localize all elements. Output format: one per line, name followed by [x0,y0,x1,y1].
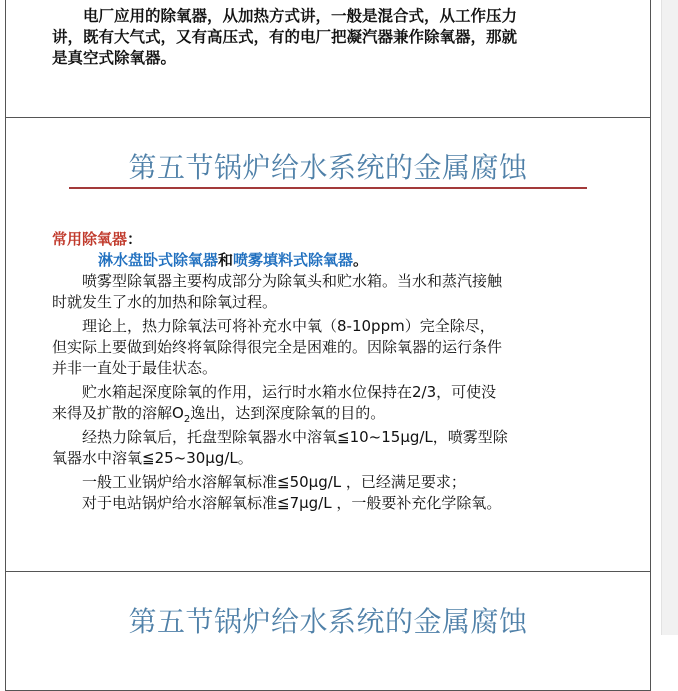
paragraph-line: 但实际上要做到始终将氧除得很完全是困难的。因除氧器的运行条件 [52,338,503,356]
period: 。 [353,251,369,269]
conjunction: 和 [218,251,234,269]
text-fragment: 来得及扩散的溶解O [52,404,184,422]
slide-page [5,0,651,118]
deaerator-type-1: 淋水盘卧式除氧器 [98,251,219,269]
paragraph-line: 时就发生了水的加热和除氧过程。 [52,293,278,311]
slide-page [5,117,651,572]
paragraph-line: 一般工业锅炉给水溶解氧标准≦50μg/L ，已经满足要求； [52,473,466,491]
slide-page [5,571,651,691]
paragraph-line: 经热力除氧后，托盘型除氧器水中溶氧≦10~15μg/L，喷雾型除 [52,428,508,446]
paragraph-line: 喷雾型除氧器主要构成部分为除氧头和贮水箱。当水和蒸汽接触 [52,272,503,290]
paragraph-line: 理论上，热力除氧法可将补充水中氧（8-10ppm）完全除尽， [52,317,495,335]
slide-title: 第五节锅炉给水系统的金属腐蚀 [128,605,528,638]
paragraph-line: 氧器水中溶氧≦25~30μg/L。 [52,449,253,467]
paragraph-line: 电厂应用的除氧器，从加热方式讲，一般是混合式，从工作压力 [52,7,518,25]
slide-title: 第五节锅炉给水系统的金属腐蚀 [128,151,528,184]
deaerator-label-line [52,229,142,250]
deaerator-type-2: 喷雾填料式除氧器 [233,251,354,269]
label-colon: ： [127,230,143,248]
paragraph-line: 贮水箱起深度除氧的作用，运行时水箱水位保持在2/3，可使没 [52,383,497,401]
paragraph-line: 是真空式除氧器。 [52,49,177,67]
common-deaerator-label: 常用除氧器 [52,230,128,248]
subscript: 2 [183,414,191,425]
paragraph-line [52,403,385,430]
paragraph-line: 对于电站锅炉给水溶解氧标准≦7μg/L ，一般要补充化学除氧。 [52,494,502,512]
deaerator-types-line [98,250,368,271]
title-underline [69,187,587,189]
vertical-scrollbar[interactable] [661,0,678,635]
text-fragment: 逸出，达到深度除氧的目的。 [190,404,386,422]
paragraph-line: 并非一直处于最佳状态。 [52,359,218,377]
paragraph-line: 讲，既有大气式，又有高压式，有的电厂把凝汽器兼作除氧器，那就 [52,28,518,46]
